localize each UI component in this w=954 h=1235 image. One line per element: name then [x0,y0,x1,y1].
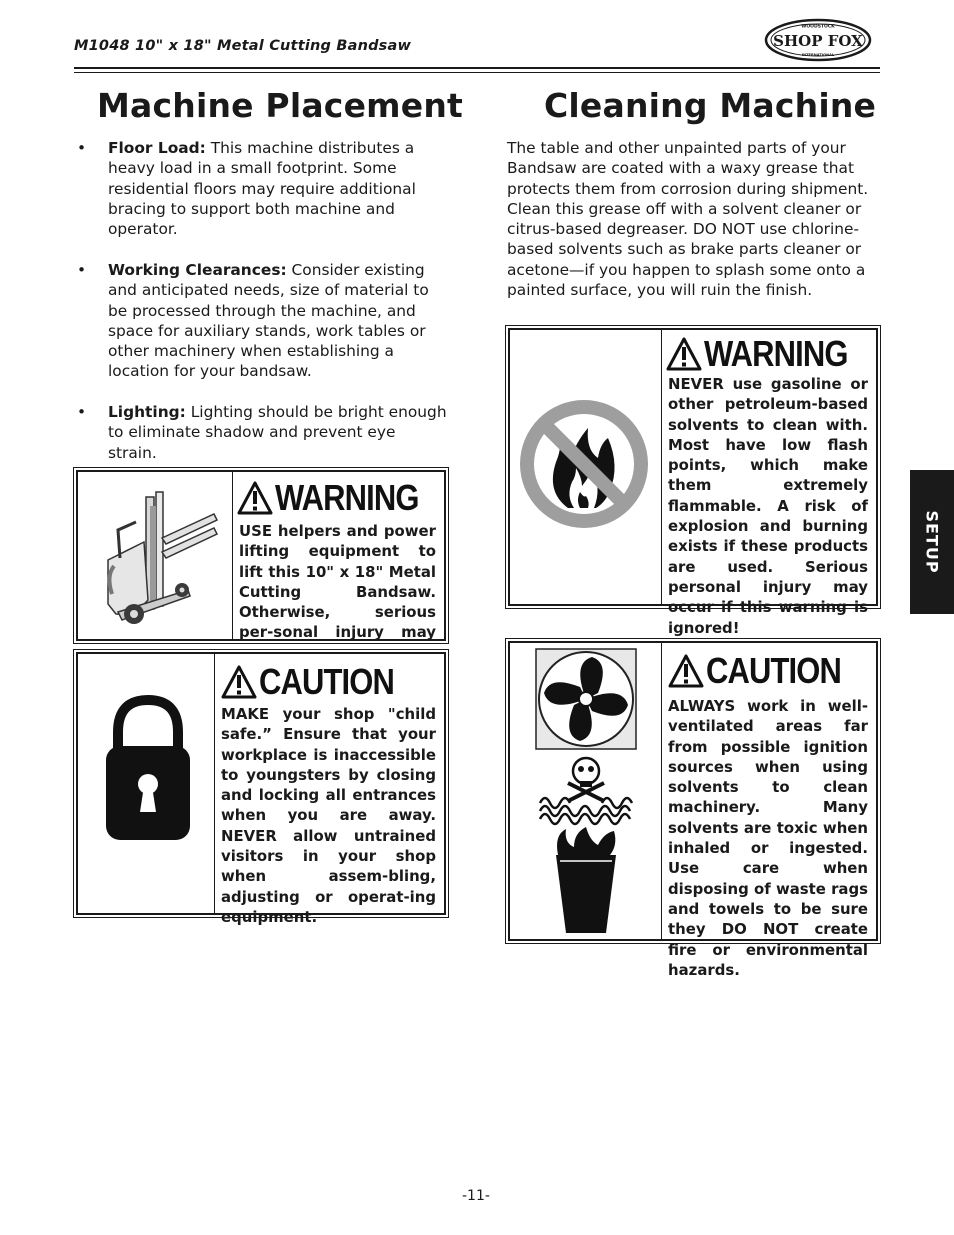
warning-title-text: WARNING [704,333,848,374]
caution-message [662,643,876,979]
bullet-dot: • [77,261,87,279]
page-number: -11- [462,1188,490,1204]
forklift-icon [78,472,233,639]
caution-body-text: MAKE your shop "child safe.” Ensure that your workplace is inaccessible to youngsters by closing and locking all entrances when you are away. NEVER allow untrained visitors in your shop when assem-bling, adjusting or operat-ing equipment. [221,705,436,926]
lighting-bullet [74,402,448,463]
toxic-fumes-icon [540,758,632,824]
warning-title [666,334,871,374]
caution-title-text: CAUTION [259,661,395,702]
caution-title [221,662,416,702]
warning-title-text: WARNING [275,477,419,518]
warning-message [233,472,444,642]
warning-title [237,478,442,518]
svg-text:SHOP FOX: SHOP FOX [773,32,863,50]
bullet-text: This machine distributes a heavy load in a small footprint. Some residential floors may require additional bracing to support both machine and operator. [108,139,416,239]
cleaning-paragraph: The table and other unpainted parts of your Bandsaw are coated with a waxy grease that protects them from corrosion during shipment. Clean this grease off with a solvent cleaner or citrus-based degreaser. DO NOT use chlorine-based solvents such as brake parts cleaner or acetone—if you happen to splash some onto a painted surface, you will ruin the finish. [507,139,869,300]
bullet-text: Lighting should be bright enough to eliminate shadow and prevent eye strain. [108,403,447,462]
machine-placement-heading: Machine Placement [97,86,463,125]
caution-title [668,651,863,691]
caution-title-text: CAUTION [706,650,842,691]
warning-triangle-icon [666,337,702,371]
warning-body-text: USE helpers and power lifting equipment to lift this 10" x 18" Metal Cutting Bandsaw. Otherwise, serious per-sonal injury may [239,522,436,642]
ventilation-caution-box [505,638,881,979]
document-title: M1048 10" x 18" Metal Cutting Bandsaw [74,38,412,54]
cleaning-machine-heading: Cleaning Machine [544,86,877,125]
burning-trash-can-icon [556,827,616,933]
setup-section-tab [910,470,954,614]
no-fire-icon [510,330,662,604]
warning-triangle-icon [237,481,273,515]
fan-icon [536,649,636,749]
solvent-warning-box [505,325,881,637]
warning-message [662,330,876,637]
hazard-icons-panel [510,643,662,939]
warning-triangle-icon [221,665,257,699]
header-rule-thin [74,72,880,73]
working-clearances-bullet [74,260,448,382]
bullet-dot: • [77,403,87,421]
bullet-dot: • [77,139,87,157]
bullet-label: Working Clearances: [108,261,287,279]
bullet-text: Consider existing and anticipated needs, size of material to be processed through the machine, and space for auxiliary stands, work tables or other machinery when establishing a location for your bandsaw. [108,261,429,381]
child-safe-caution-box [73,649,449,926]
svg-text:WOODSTOCK: WOODSTOCK [801,24,835,30]
setup-tab-label: SETUP [922,510,942,574]
svg-text:INTERNATIONAL: INTERNATIONAL [801,53,835,57]
bullet-label: Floor Load: [108,139,206,157]
floor-load-bullet [74,138,448,239]
caution-message [215,654,444,926]
warning-body-text: NEVER use gasoline or other petroleum-based solvents to clean with. Most have low flash points, which make them extremely flammable. A risk of explosion and burning exists if these products are used. Serious personal injury may occur if this warning is ignored! [668,375,868,637]
warning-triangle-icon [668,654,704,688]
lifting-warning-box [73,467,449,644]
bullet-label: Lighting: [108,403,186,421]
padlock-icon [78,654,215,913]
caution-body-text: ALWAYS work in well-ventilated areas far from possible ignition sources when using solvents to clean machinery. Many solvents are toxic when inhaled or ingested. Use care when disposing of waste rags and towels to be sure they DO NOT create fire or environmental hazards. [668,697,868,979]
shop-fox-logo [764,18,872,62]
header-rule-thick [74,67,880,69]
